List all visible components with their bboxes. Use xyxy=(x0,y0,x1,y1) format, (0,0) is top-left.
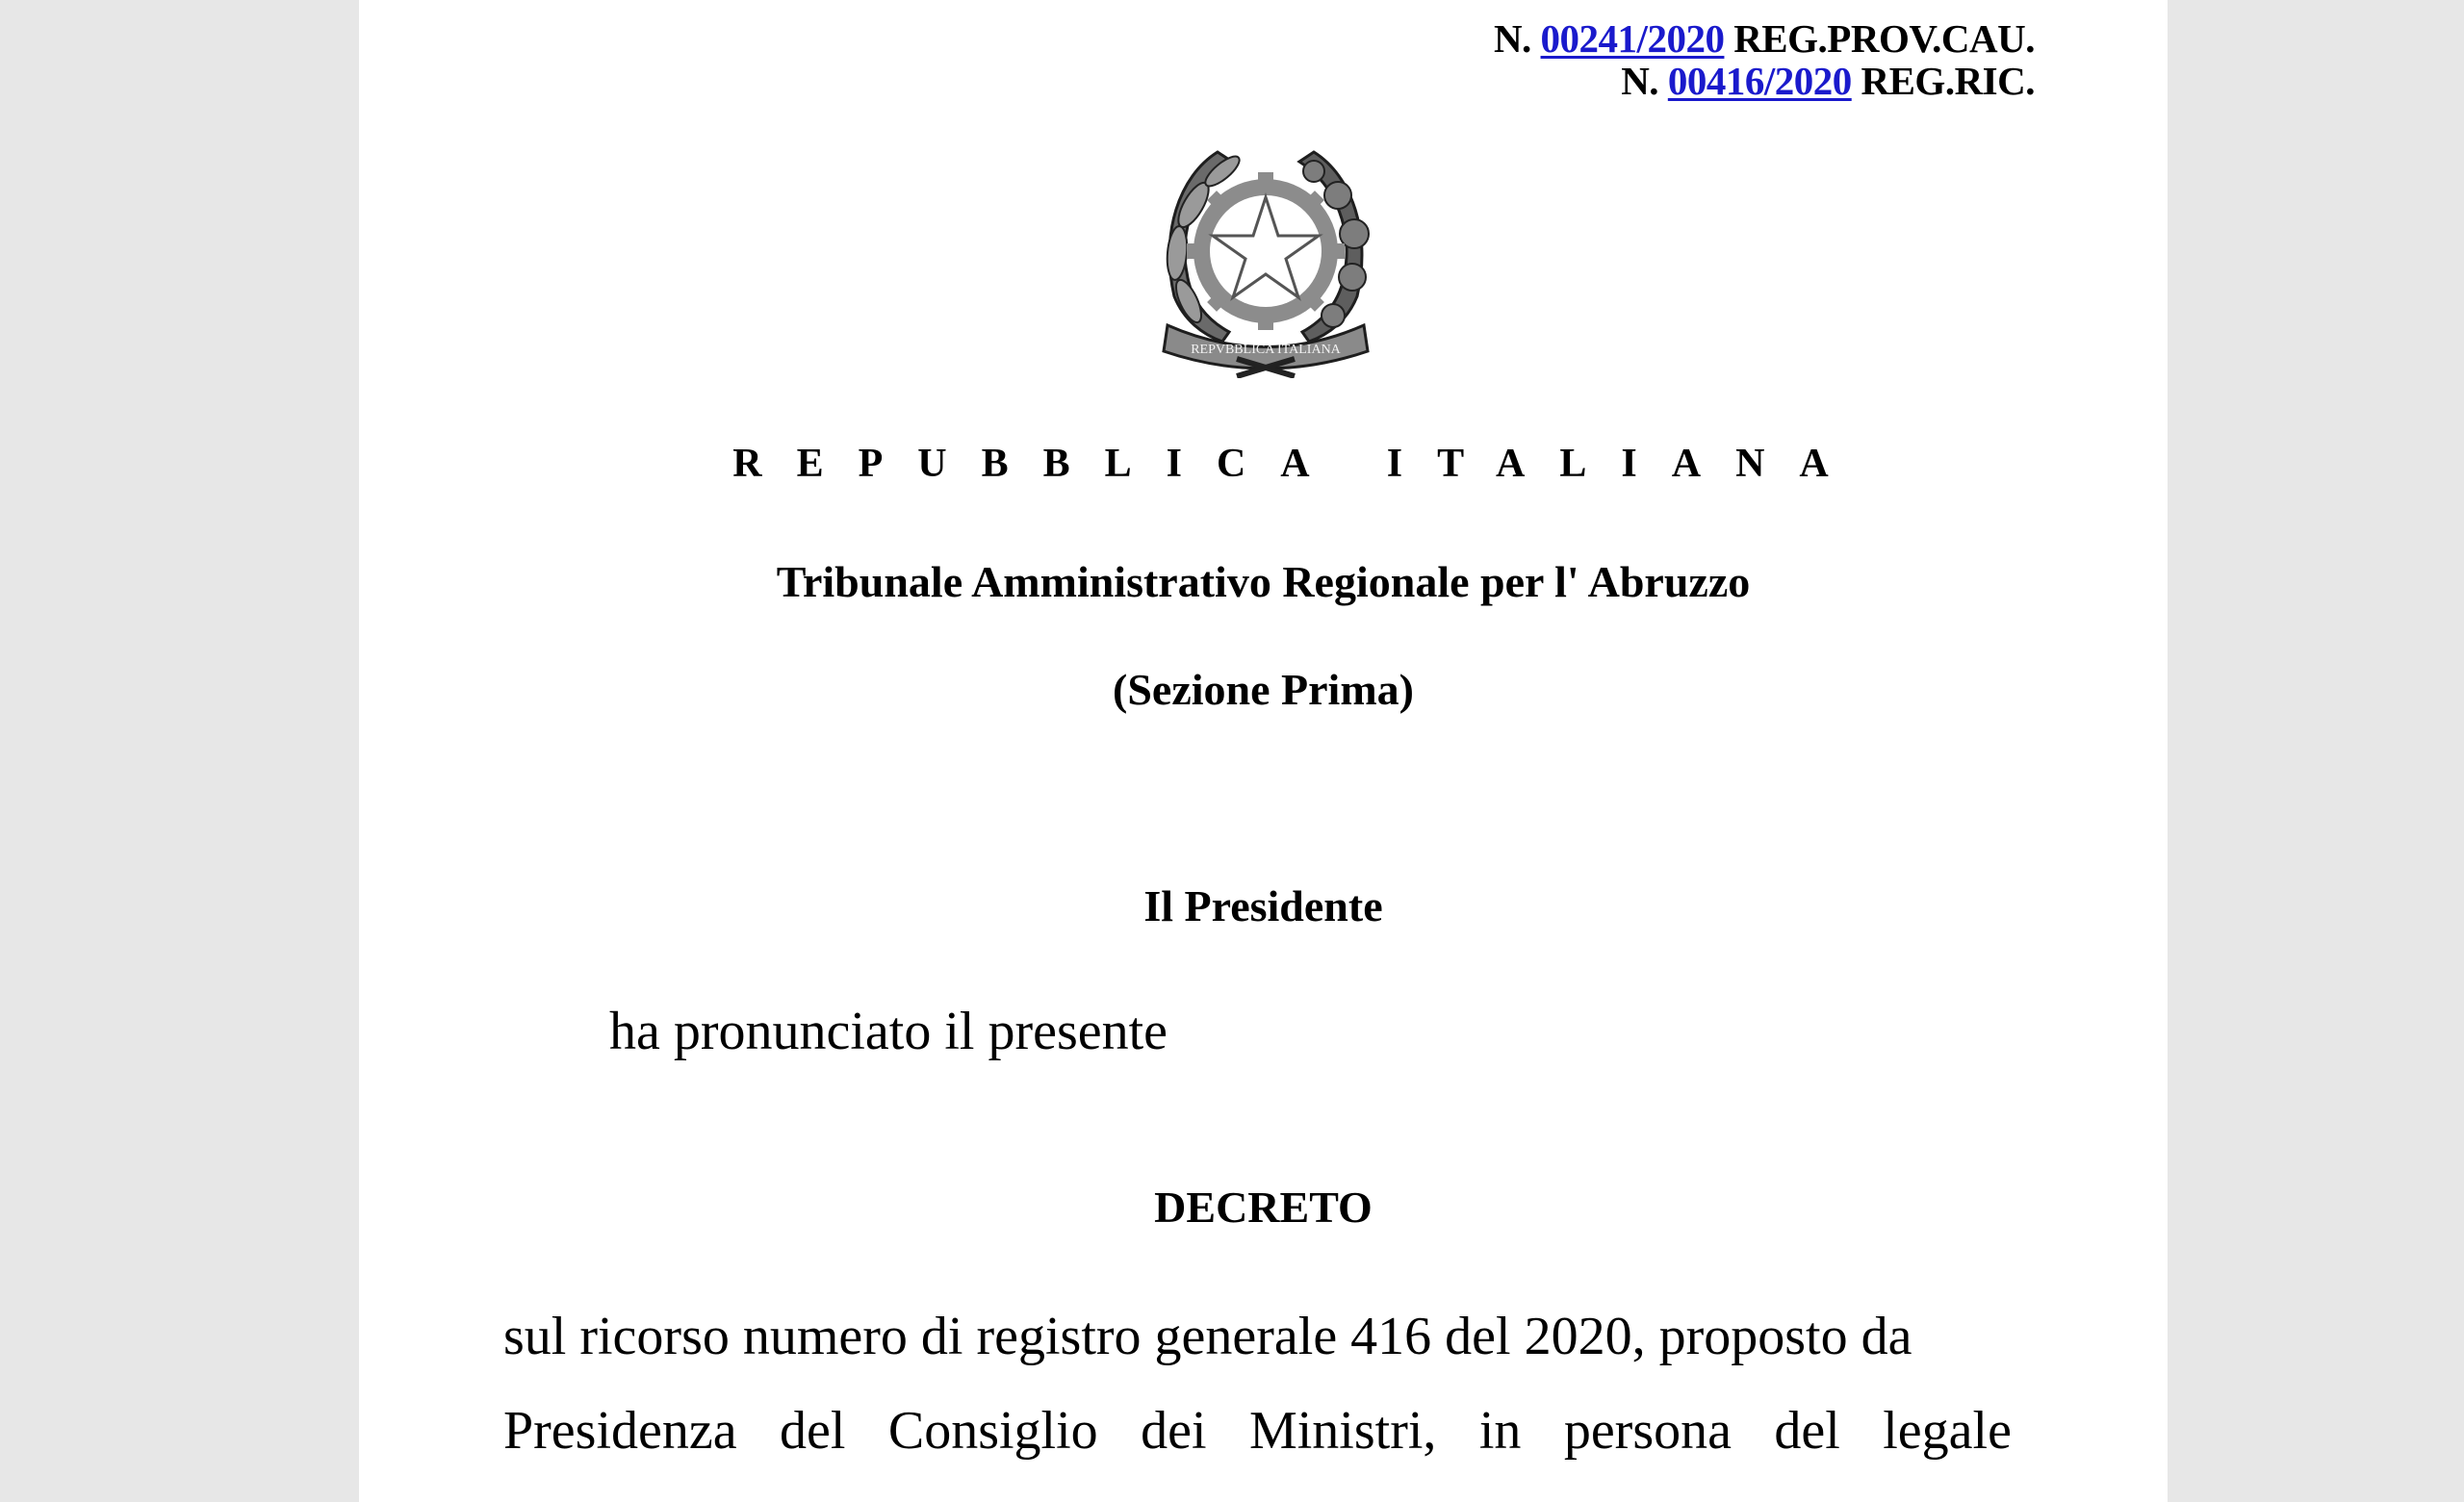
decree-paragraph xyxy=(503,1289,2012,1478)
word: del xyxy=(780,1401,846,1461)
court-name: Tribunale Amministrativo Regionale per l' Abruzzo xyxy=(776,557,1751,606)
president-heading: Il Presidente xyxy=(1143,881,1383,930)
registry-numbers xyxy=(1494,17,2035,102)
document-page xyxy=(359,0,2168,1502)
word: dei xyxy=(1141,1401,1207,1461)
registry-type-label: REG.PROV.CAU. xyxy=(1733,16,2035,61)
registry-prefix: N. xyxy=(1493,16,1531,61)
decree-title: DECRETO xyxy=(1154,1183,1373,1232)
word: legale xyxy=(1883,1401,2012,1461)
word: Ministri, xyxy=(1248,1401,1437,1461)
word: in xyxy=(1478,1401,1522,1461)
pronounced-text: ha pronunciato il presente xyxy=(609,1002,1168,1061)
court-section: (Sezione Prima) xyxy=(1113,665,1414,714)
provvedimento-number-link[interactable]: 00241/2020 xyxy=(1540,16,1725,61)
registry-line-ricorso xyxy=(1494,60,2035,102)
word: persona xyxy=(1563,1401,1732,1461)
paragraph-line-justified xyxy=(503,1384,2012,1478)
registry-prefix: N. xyxy=(1621,59,1659,103)
italian-republic-emblem-icon xyxy=(1150,128,1381,378)
registry-type-label: REG.RIC. xyxy=(1861,59,2035,103)
republic-title: REPUBBLICA ITALIANA xyxy=(732,442,1863,486)
registry-line-provvedimento xyxy=(1494,17,2035,60)
word: del xyxy=(1774,1401,1840,1461)
svg-text:REPVBBLICA ITALIANA: REPVBBLICA ITALIANA xyxy=(1191,343,1341,357)
ricorso-number-link[interactable]: 00416/2020 xyxy=(1667,59,1852,103)
word: Consiglio xyxy=(887,1401,1098,1461)
paragraph-line: sul ricorso numero di registro generale 416 del 2020, proposto da xyxy=(503,1307,1912,1366)
word: Presidenza xyxy=(503,1401,737,1461)
